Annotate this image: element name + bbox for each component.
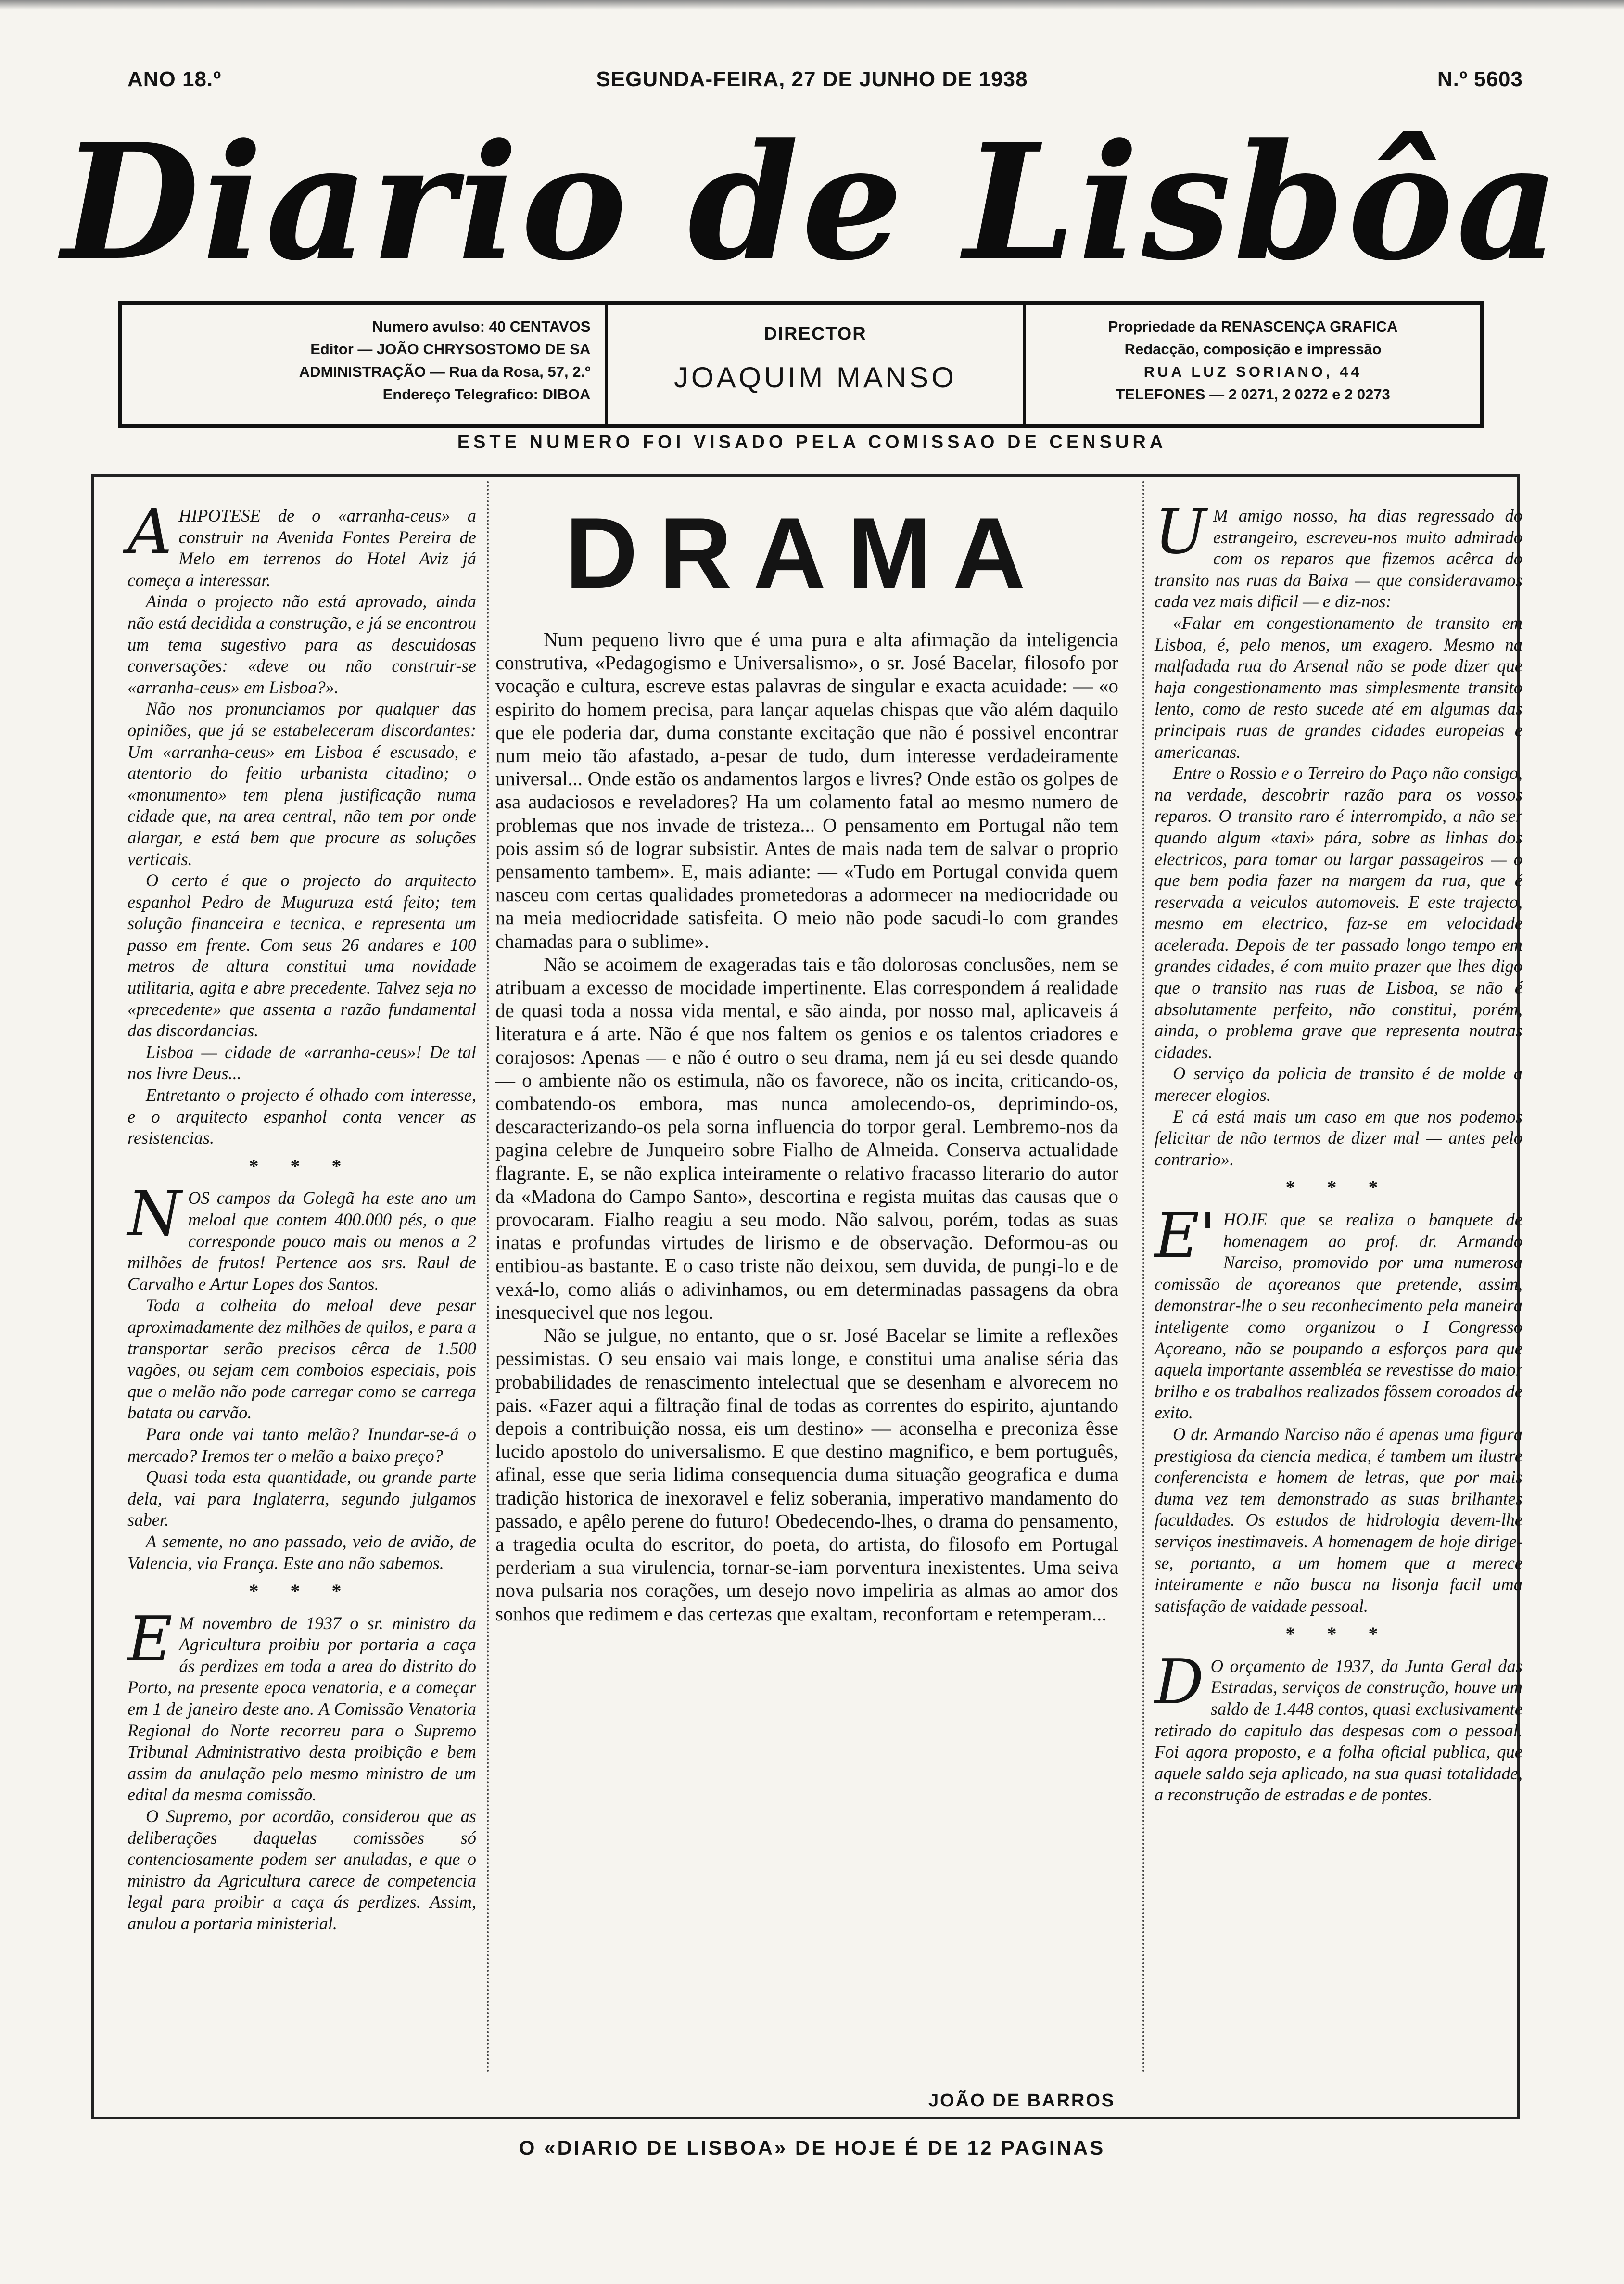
paragraph: Entre o Rossio e o Terreiro do Paço não consigo, na verdade, descobrir razão para os vossos reparos. O transito raro é interrompido, a não ser quando algum «taxi» pára, sobre as linhas dos electricos, para tomar ou largar passageiros — o que bem podia fazer na margem da rua, que é reservada a veiculos automoveis. E este trajecto, mesmo em electrico, faz-se em velocidade acelerada. Depois de ter passado longo tempo em grandes cidades, é com muito prazer que lhes digo que o transito nas ruas de Lisboa, se não é absolutamente perfeito, não constitui, porém, ainda, o problema grave que representa noutras cidades. <box>1155 763 1522 1062</box>
left-column <box>127 496 476 1935</box>
drop-cap: N <box>127 1178 181 1250</box>
drop-cap: E <box>127 1603 173 1675</box>
issue-date: SEGUNDA-FEIRA, 27 DE JUNHO DE 1938 <box>596 67 1028 91</box>
paragraph: O serviço da policia de transito é de molde a merecer elogios. <box>1155 1063 1522 1105</box>
column-divider-right <box>1142 481 1144 2074</box>
article-body <box>495 628 1118 1625</box>
brief-golega-melons: NOS campos da Golegã ha este ano um meloal que contem 400.000 pés, o que corresponde pouco mais ou menos a 2 milhões de frutos! Pertence aos srs. Raul de Carvalho e Artur Lopes dos Santos. <box>127 1178 476 1294</box>
info-box <box>118 301 1484 428</box>
article-signature: JOÃO DE BARROS <box>928 2091 1116 2111</box>
paragraph: «Falar em congestionamento de transito em Lisboa, é, pelo menos, um exagero. Mesmo na malfadada rua do Arsenal não se pode dizer que haja congestionamento mas simplesmente transito lento, como de resto sucede até em algumas das principais ruas de grandes cidades europeias e americanas. <box>1155 612 1522 762</box>
paragraph: O dr. Armando Narciso não é apenas uma figura prestigiosa da ciencia medica, é tambem um ilustre conferencista e homem de letras, que por mais duma vez tem demonstrado as suas brilhantes faculdades. Os estudos de hidrologia devem-lhe serviços inestimaveis. A homenagem de hoje dirige-se, portanto, a um homem que a merece inteiramente e não busca na lisonja facil uma satisfação de vaidade pessoal. <box>1155 1424 1522 1616</box>
separator-stars: * * * <box>249 1580 355 1602</box>
info-owner: Propriedade da RENASCENÇA GRAFICA <box>1108 318 1398 335</box>
paragraph: O certo é que o projecto do arquitecto espanhol Pedro de Muguruza está feito; tem solução financeira e tecnica, e representa um passo em frente. Com seus 26 andares e 100 metros de altura constitui uma novidade utilitaria, agita e abre precedente. Talvez seja no «precedente» que assenta a razão fundamental das discordancias. <box>127 870 476 1041</box>
info-box-director <box>605 305 1026 424</box>
drop-cap: A <box>127 496 172 568</box>
article-title: DRAMA <box>565 497 1047 610</box>
paragraph: Lisboa — cidade de «arranha-ceus»! De tal nos livre Deus... <box>127 1042 476 1084</box>
paragraph: Entretanto o projecto é olhado com interesse, e o arquitecto espanhol conta vencer as resistencias. <box>127 1085 476 1148</box>
info-address: RUA LUZ SORIANO, 44 <box>1143 363 1362 380</box>
director-name: JOAQUIM MANSO <box>673 361 957 394</box>
info-box-left <box>122 305 605 424</box>
paragraph: E cá está mais um caso em que nos podemos felicitar de não termos de dizer mal — antes pelo contrario». <box>1155 1106 1522 1169</box>
article-paragraph: Não se julgue, no entanto, que o sr. José Bacelar se limite a reflexões pessimistas. O seu ensaio vai mais longe, e constitui uma analise séria das probabilidades de renascimento intelectual que se desenham e alvorecem no pais. «Fazer aqui a filtração final de todas as correntes do espirito, ajuntando depois a contribuição nossa, eis um destino» — aconselha e preconiza êsse lucido apostolo do universalismo. E que destino magnifico, e bem português, afinal, esse que seria lidima consequencia duma situação geografica e duma tradição historica de inexoravel e feliz soberania, imperativo mandamento do passado, e apêlo perene do futuro! Obedecendo-lhes, o drama do pensamento, a tragedia oculta do escritor, do poeta, do artista, do filosofo em Portugal perderiam a sua virulencia, tornar-se-iam porventura inexistentes. Uma seiva nova pulsaria nos corações, um desejo novo impeliria as almas ao amor dos sonhos que redimem e das certezas que exaltam, reconfortam e retemperam... <box>495 1324 1118 1625</box>
separator-stars: * * * <box>249 1155 355 1177</box>
drop-cap: D <box>1155 1646 1204 1718</box>
drop-cap: E' <box>1155 1200 1217 1272</box>
separator-stars: * * * <box>1285 1176 1392 1199</box>
paragraph: Ainda o projecto não está aprovado, ainda não está decidida a construção, e já se encontrou um tema sugestivo para as descuidosas conversações: «deve ou não construir-se «arranha-ceus» em Lisboa?». <box>127 591 476 697</box>
brief-banquet: E' HOJE que se realiza o banquete de homenagem ao prof. dr. Armando Narciso, promovido por uma numerosa comissão de açoreanos que pretende, assim, demonstrar-lhe o seu reconhecimento pela maneira inteligente como organizou o I Congresso Açoreano, não se poupando a esforços para que aquela importante assembléa se revestisse do maior brilho e os trabalhos realizados fôssem coroados de exito. <box>1155 1200 1522 1423</box>
info-redaction: Redacção, composição e impressão <box>1124 341 1382 357</box>
paragraph: A semente, no ano passado, veio de avião, de Valencia, via França. Este ano não sabemos. <box>127 1531 476 1573</box>
info-price: Numero avulso: 40 CENTAVOS <box>372 318 591 335</box>
article-paragraph: Num pequeno livro que é uma pura e alta afirmação da inteligencia construtiva, «Pedagogismo e Universalismo», o sr. José Bacelar, filosofo por vocação e cultura, escreve estas palavras de singular e exacta acuidade: — «o espirito do homem precisa, para lançar aquelas chispas que vão além daquilo que ele poderia dar, duma constante excitação que não é possivel encontrar num meio tão afastado, a-pesar de tudo, dum interesse verdadeiramente universal... Onde estão os andamentos largos e livres? Onde estão os golpes de asa audaciosos e reveladores? Ha um colamento fatal ao mesmo numero de problemas que nos invade de tristeza... O pensamento em Portugal não tem pois assim só de lograr subsistir. Antes de mais nada tem de salvar o proprio pensamento tambem». E, mais adiante: — «Tudo em Portugal convida quem nasceu com certas qualidades prometedoras a adormecer na mediocridade ou na meia mediocridade satisfeita. O meio não pode sacudi-lo com grandes chamadas para o sublime». <box>495 628 1118 952</box>
separator-stars: * * * <box>1285 1623 1392 1645</box>
censorship-notice: ESTE NUMERO FOI VISADO PELA COMISSAO DE CENSURA <box>457 432 1167 452</box>
issue-number: N.º 5603 <box>1437 67 1523 91</box>
drop-cap: U <box>1155 496 1206 568</box>
director-label: DIRECTOR <box>763 324 867 344</box>
info-phones: TELEFONES — 2 0271, 2 0272 e 2 0273 <box>1116 386 1390 403</box>
brief-traffic: U M amigo nosso, ha dias regressado do estrangeiro, escreveu-nos muito admirado com os reparos que fizemos acêrca do transito nas ruas da Baixa — que consideravamos cada vez mais dificil — e diz-nos: <box>1155 496 1522 612</box>
paragraph: Não nos pronunciamos por qualquer das opiniões, que já se estabeleceram discordantes: Um «arranha-ceus» em Lisboa é escusado, e atentorio do feitio urbanista citadino; o «monumento» tem plena justificação numa cidade que, na area central, não tem por onde alargar, e está bem que procure as soluções verticais. <box>127 699 476 869</box>
paragraph: Quasi toda esta quantidade, ou grande parte dela, vai para Inglaterra, segundo julgamos saber. <box>127 1467 476 1530</box>
paragraph: O Supremo, por acordão, considerou que as deliberações daquelas comissões só contenciosamente podem ser anuladas, e que o ministro da Agricultura carece de competencia legal para proibir a caça ás perdizes. Assim, anulou a portaria ministerial. <box>127 1806 476 1933</box>
brief-partridge-hunting: E M novembro de 1937 o sr. ministro da Agricultura proibiu por portaria a caça ás perdizes em toda a area do distrito do Porto, na presente epoca venatoria, e a começar em 1 de janeiro deste ano. A Comissão Venatoria Regional do Norte recorreu para o Supremo Tribunal Administrativo desta proibição e bem assim da anulação pelo mesmo ministro de um edital da mesma comissão. <box>127 1603 476 1805</box>
paragraph: Para onde vai tanto melão? Inundar-se-á o mercado? Iremos ter o melão a baixo preço? <box>127 1424 476 1466</box>
article-paragraph: Não se acoimem de exageradas tais e tão dolorosas conclusões, nem se atribuam a excesso de mocidade impertinente. Elas correspondem á realidade de quasi toda a nossa vida mental, e são ainda, por nosso mal, aplicaveis á literatura e á arte. Não é que nos faltem os genios e os talentos criadores e corajosos: Apenas — e não é outro o seu drama, nem já eu sei desde quando — o ambiente não os estimula, não os favorece, não os incita, criticando-os, combatendo-os embora, mas nunca amolecendo-os, deprimindo-os, descaracterizando-os pela sorna influencia do torpor geral. Lembremo-nos da pagina celebre de Junqueiro sobre Fialho de Almeida. Conserva actualidade flagrante. E, se não explica inteiramente o relativo fracasso literario do autor da «Madona do Campo Santo», descortina e regista muitas das causas que o provocaram. Fialho reagiu a seu modo. Não salvou, porém, todas as suas inatas e profundas virtudes de lirismo e de observação. Deformou-as ou entibiou-as bastante. E o caso triste não deixou, sem duvida, de pungi-lo e de vexá-lo, como aliás o adivinhamos, ou em determinadas passagens da obra inesquecivel que nos legou. <box>495 953 1118 1323</box>
info-editor: Editor — JOÃO CHRYSOSTOMO DE SA <box>310 341 591 357</box>
info-administration: ADMINISTRAÇÃO — Rua da Rosa, 57, 2.º <box>299 363 591 380</box>
masthead-title: Diario de Lisbôa <box>62 109 1562 295</box>
brief-skyscraper: AHIPOTESE de o «arranha-ceus» a construir na Avenida Fontes Pereira de Melo em terrenos do Hotel Aviz já começa a interessar. <box>127 496 476 590</box>
issue-year: ANO 18.º <box>127 67 222 91</box>
right-column <box>1155 496 1522 1806</box>
info-telegraph: Endereço Telegrafico: DIBOA <box>382 386 591 403</box>
page-edge <box>0 0 1624 10</box>
brief-road-budget: D O orçamento de 1937, da Junta Geral das Estradas, serviços de construção, houve um saldo de 1.448 contos, quasi exclusivamente retirado do capitulo das despesas com o pessoal. Foi agora proposto, e a folha oficial publica, que aquele saldo seja aplicado, na sua quasi totalidade, a reconstrução de estradas e de pontes. <box>1155 1646 1522 1805</box>
column-divider-left <box>487 481 489 2074</box>
page-count-note: O «DIARIO DE LISBOA» DE HOJE É DE 12 PAGINAS <box>519 2136 1105 2159</box>
info-box-right <box>1026 305 1480 424</box>
paragraph: Toda a colheita do meloal deve pesar aproximadamente dez milhões de quilos, e para a transportar serão precisos cêrca de 1.500 vagões, ou sejam cem comboios especiais, pois que o melão não pode carregar como se carrega batata ou carvão. <box>127 1295 476 1423</box>
